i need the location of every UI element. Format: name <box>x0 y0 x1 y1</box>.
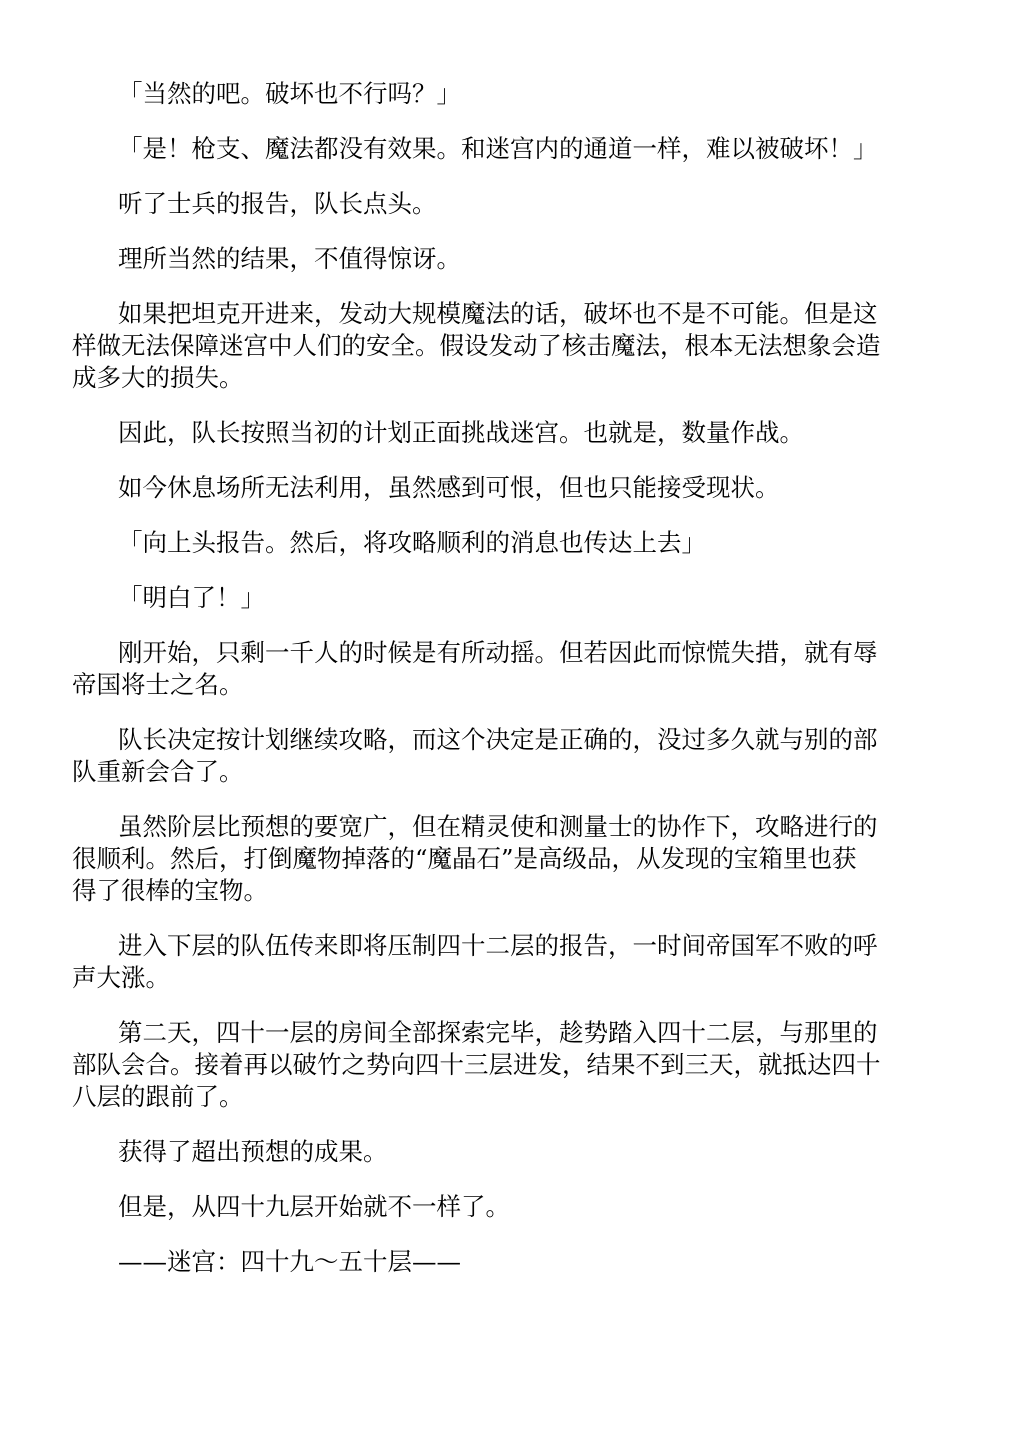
line: 队重新会合了。 <box>72 757 244 786</box>
line: 因此，队长按照当初的计划正面挑战迷宫。也就是，数量作战。 <box>118 418 804 447</box>
paragraph-10 <box>72 637 930 701</box>
line: 八层的跟前了。 <box>72 1082 244 1111</box>
paragraph-1 <box>118 78 930 110</box>
line: 刚开始，只剩一千人的时候是有所动摇。但若因此而惊慌失措，就有辱 <box>118 638 878 667</box>
line: 听了士兵的报告，队长点头。 <box>118 189 437 218</box>
line: 成多大的损失。 <box>72 363 244 392</box>
line: 声大涨。 <box>72 963 170 992</box>
line: 获得了超出预想的成果。 <box>118 1137 388 1166</box>
line: 样做无法保障迷宫中人们的安全。假设发动了核击魔法，根本无法想象会造 <box>72 331 881 360</box>
paragraph-6 <box>118 417 930 449</box>
paragraph-5 <box>72 298 930 394</box>
line: 如果把坦克开进来，发动大规模魔法的话，破坏也不是不可能。但是这 <box>118 299 878 328</box>
paragraph-2 <box>118 133 930 165</box>
line: 第二天，四十一层的房间全部探索完毕，趁势踏入四十二层，与那里的 <box>118 1018 878 1047</box>
line: 帝国将士之名。 <box>72 670 244 699</box>
paragraph-14 <box>72 1017 930 1113</box>
line: 虽然阶层比预想的要宽广，但在精灵使和测量士的协作下，攻略进行的 <box>118 812 878 841</box>
line: 如今休息场所无法利用，虽然感到可恨，但也只能接受现状。 <box>118 473 780 502</box>
line: 「当然的吧。破坏也不行吗？」 <box>118 79 461 108</box>
section-heading <box>118 1246 930 1278</box>
line: 理所当然的结果，不值得惊讶。 <box>118 244 461 273</box>
paragraph-16 <box>118 1191 930 1223</box>
line: 部队会合。接着再以破竹之势向四十三层进发，结果不到三天，就抵达四十 <box>72 1050 881 1079</box>
paragraph-13 <box>72 930 930 994</box>
paragraph-8 <box>118 527 930 559</box>
line: 得了很棒的宝物。 <box>72 876 268 905</box>
line: 「是！枪支、魔法都没有效果。和迷宫内的通道一样，难以被破坏！」 <box>118 134 878 163</box>
line: 「明白了！」 <box>118 583 265 612</box>
line: 但是，从四十九层开始就不一样了。 <box>118 1192 510 1221</box>
paragraph-4 <box>118 243 930 275</box>
paragraph-11 <box>72 724 930 788</box>
paragraph-15 <box>118 1136 930 1168</box>
body-text <box>72 78 930 1301</box>
line: 「向上头报告。然后，将攻略顺利的消息也传达上去」 <box>118 528 706 557</box>
paragraph-9 <box>118 582 930 614</box>
paragraph-3 <box>118 188 930 220</box>
line: 很顺利。然后，打倒魔物掉落的“魔晶石”是高级品，从发现的宝箱里也获 <box>72 844 857 873</box>
line: 队长决定按计划继续攻略，而这个决定是正确的，没过多久就与别的部 <box>118 725 878 754</box>
paragraph-7 <box>118 472 930 504</box>
paragraph-12 <box>72 811 930 907</box>
line: 进入下层的队伍传来即将压制四十二层的报告，一时间帝国军不败的呼 <box>118 931 878 960</box>
line: ——迷宫：四十九～五十层—— <box>118 1247 461 1276</box>
